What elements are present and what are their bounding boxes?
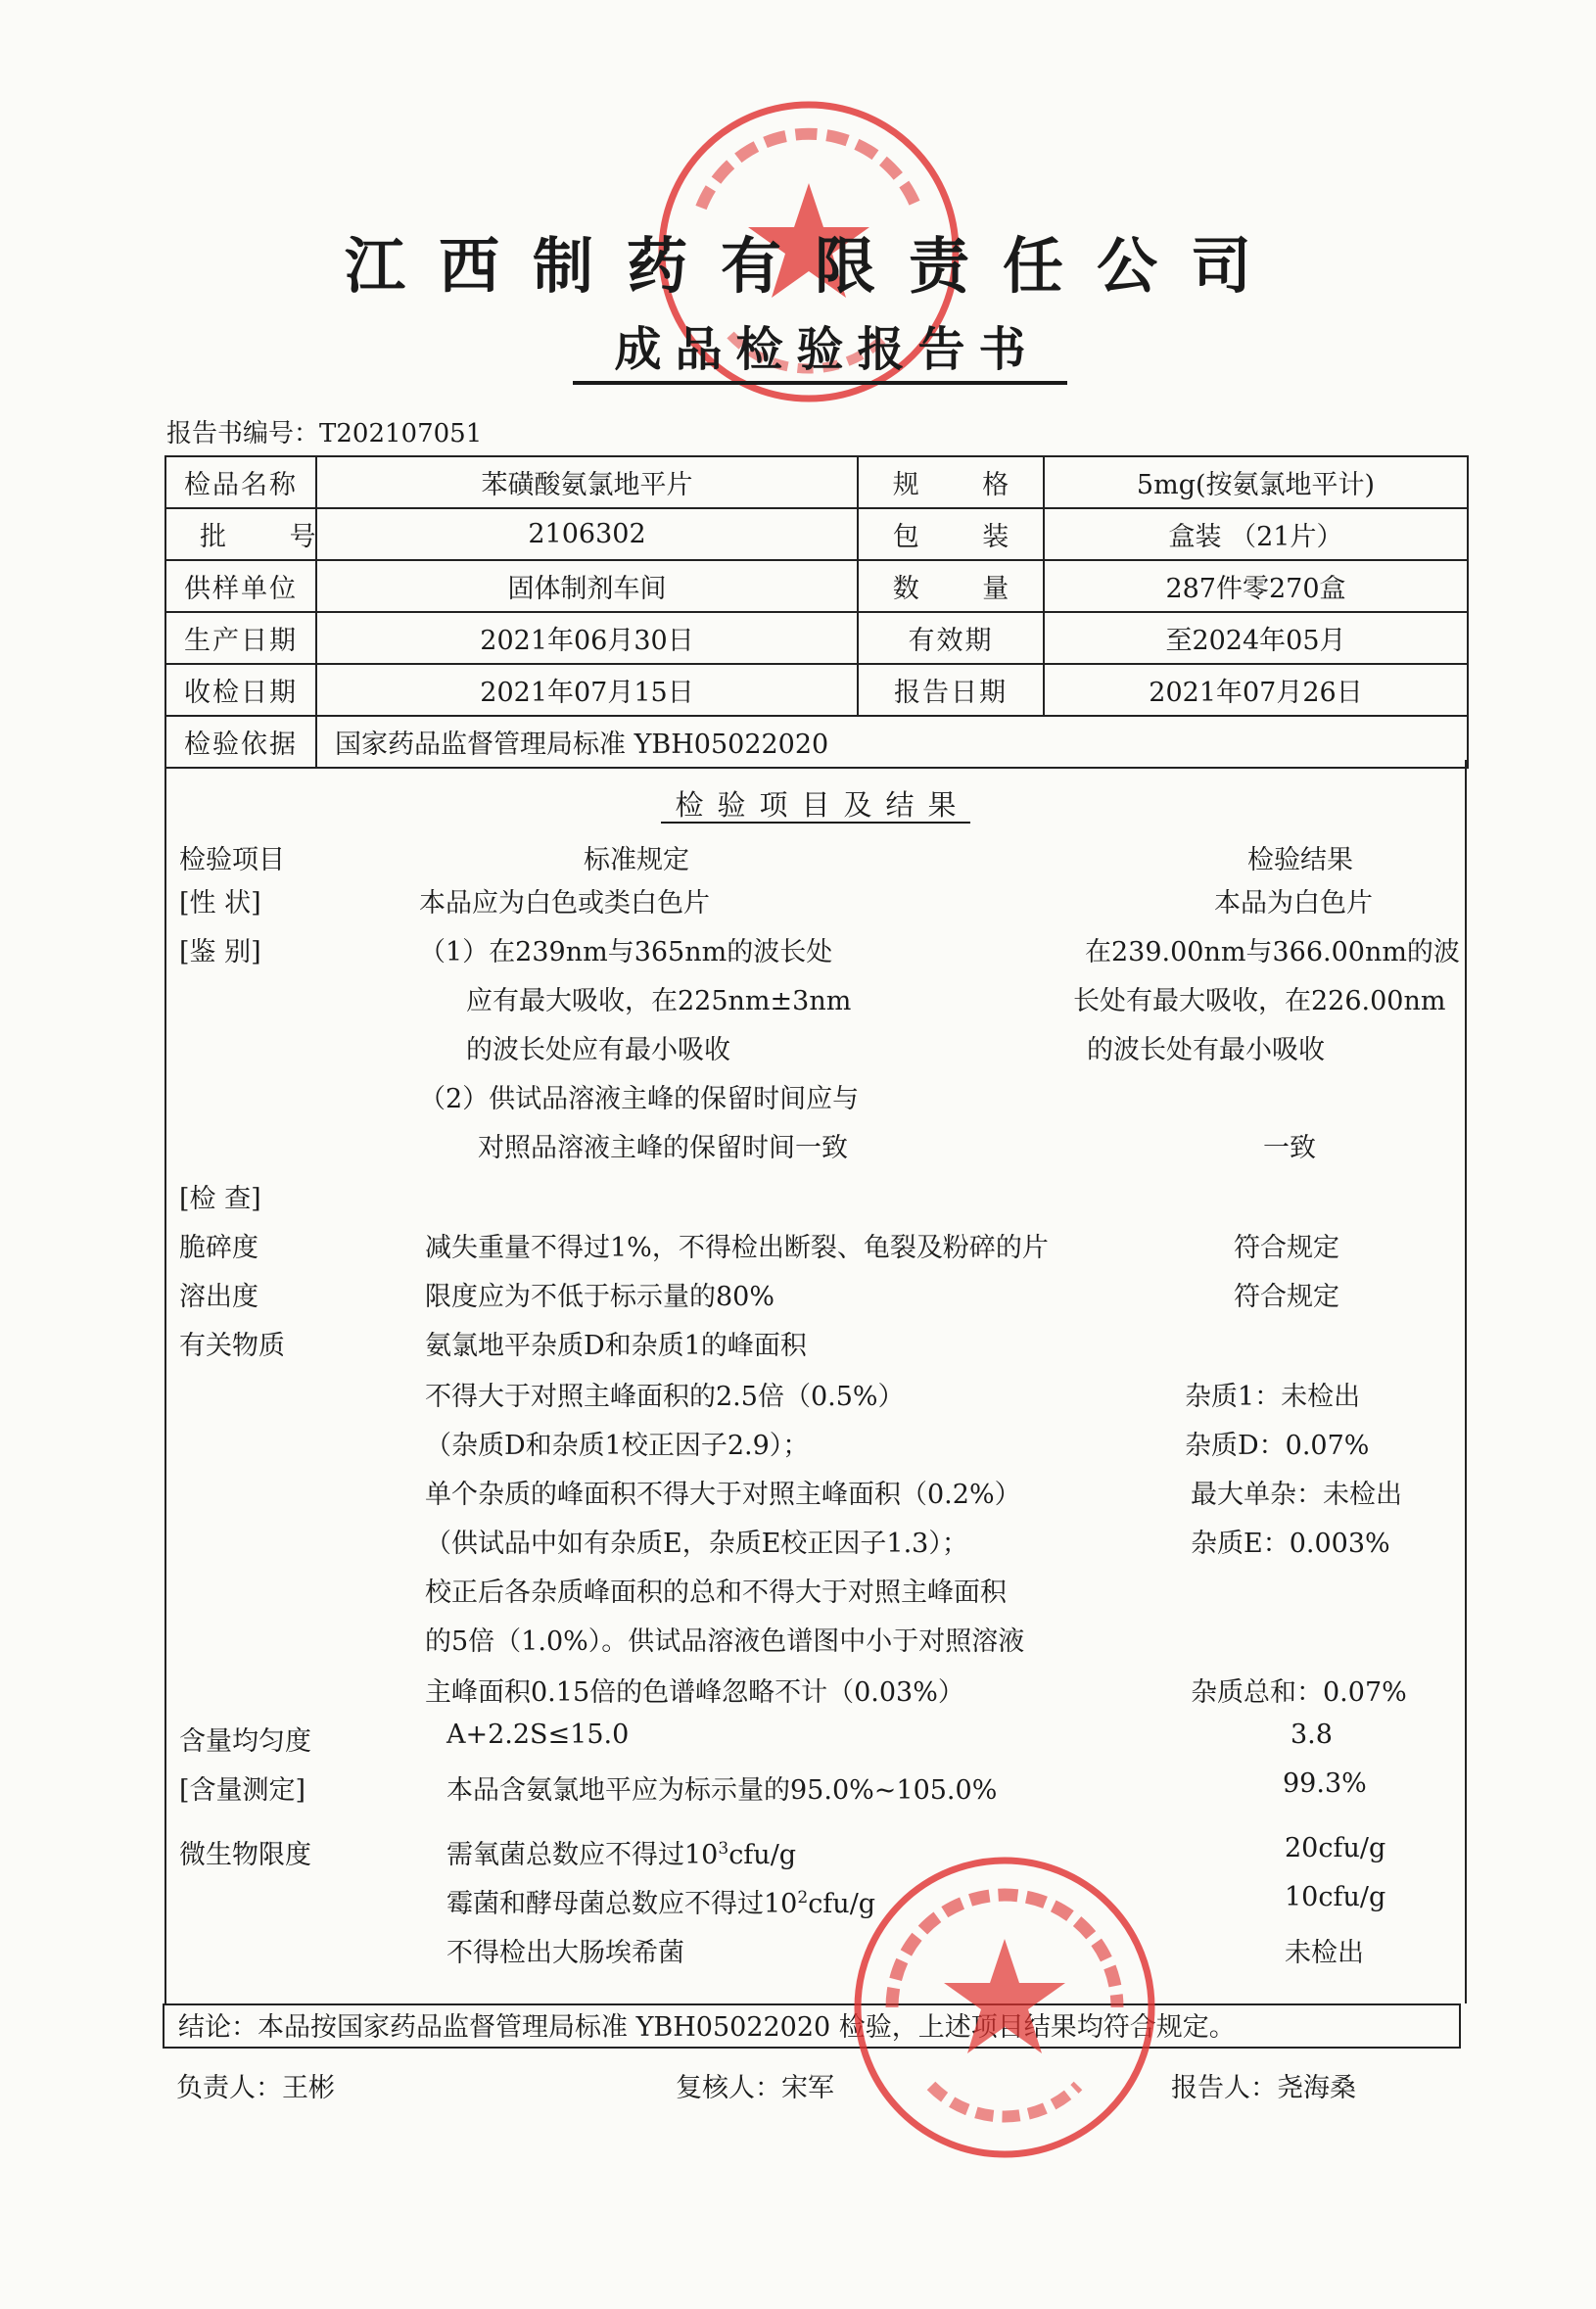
result-standard: 应有最大吸收，在225nm±3nm: [466, 986, 852, 1016]
supplier-label: 供样单位: [165, 560, 316, 612]
receive-date-label: 收检日期: [165, 664, 316, 716]
supplier-value: 固体制剂车间: [316, 560, 858, 612]
info-row: [165, 456, 1468, 508]
signature-reporter: 报告人：尧海桑: [1171, 2073, 1356, 2103]
basis-label: 检验依据: [165, 716, 316, 768]
batch-label: 批 号: [165, 508, 316, 560]
col-item-header: 检验项目: [179, 845, 285, 875]
micro-aerobic-text: 需氧菌总数应不得过10: [446, 1840, 719, 1870]
micro-ecoli-standard: 不得检出大肠埃希菌: [446, 1938, 684, 1968]
report-date-label: 报告日期: [858, 664, 1044, 716]
micro-item: 微生物限度: [179, 1840, 311, 1870]
product-name-label: 检品名称: [165, 456, 316, 508]
result-standard: （2）供试品溶液主峰的保留时间应与: [419, 1084, 860, 1114]
quantity-value: 287件零270盒: [1044, 560, 1468, 612]
info-row: [165, 508, 1468, 560]
result-value: 杂质1：未检出: [1185, 1382, 1361, 1412]
result-standard: 氨氯地平杂质D和杂质1的峰面积: [425, 1331, 807, 1361]
package-value: 盒装 （21片）: [1044, 508, 1468, 560]
result-value: 3.8: [1291, 1720, 1333, 1750]
micro-aerobic-result: 20cfu/g: [1285, 1833, 1386, 1863]
result-value: 杂质总和：0.07%: [1191, 1677, 1407, 1708]
result-value: 99.3%: [1283, 1768, 1367, 1799]
result-value: 在239.00nm与366.00nm的波: [1085, 937, 1460, 967]
result-standard: 的波长处应有最小吸收: [466, 1035, 730, 1065]
quality-seal-bottom: [838, 1841, 1171, 2174]
result-standard: 对照品溶液主峰的保留时间一致: [478, 1133, 848, 1163]
result-value: 杂质D：0.07%: [1185, 1431, 1370, 1461]
quantity-label: 数 量: [858, 560, 1044, 612]
result-standard: 不得大于对照主峰面积的2.5倍（0.5%）: [425, 1382, 905, 1412]
results-heading: [166, 783, 1465, 824]
results-section: [164, 760, 1467, 2003]
product-name-value: 苯磺酸氨氯地平片: [316, 456, 858, 508]
result-item: [鉴 别]: [179, 937, 261, 967]
results-heading-text: 检验项目及结果: [661, 788, 969, 824]
production-date-value: 2021年06月30日: [316, 612, 858, 664]
signature-reviewer: 复核人：宋军: [676, 2073, 834, 2103]
result-value: 最大单杂：未检出: [1191, 1480, 1402, 1510]
signature-responsible: 负责人：王彬: [176, 2073, 335, 2103]
package-label: 包 装: [858, 508, 1044, 560]
result-value: 长处有最大吸收，在226.00nm: [1073, 986, 1446, 1016]
micro-ecoli-result: 未检出: [1285, 1938, 1364, 1968]
result-item: 有关物质: [179, 1331, 285, 1361]
result-item: [性 状]: [179, 888, 261, 919]
col-result-header: 检验结果: [1247, 845, 1353, 875]
result-item: [检 查]: [179, 1184, 261, 1214]
result-standard: 本品含氨氯地平应为标示量的95.0%~105.0%: [446, 1775, 998, 1806]
result-standard: 减失重量不得过1%，不得检出断裂、龟裂及粉碎的片: [425, 1233, 1049, 1263]
micro-mold-text: 霉菌和酵母菌总数应不得过10: [446, 1889, 798, 1919]
result-standard: 的5倍（1.0%）。供试品溶液色谱图中小于对照溶液: [425, 1626, 1025, 1657]
micro-aerobic-exponent: 3: [718, 1839, 729, 1859]
micro-mold-exponent: 2: [797, 1888, 809, 1908]
result-value: 符合规定: [1234, 1282, 1339, 1312]
report-date-value: 2021年07月26日: [1044, 664, 1468, 716]
result-standard: 本品应为白色或类白色片: [419, 888, 710, 919]
product-info-table: [164, 455, 1469, 769]
result-item: [含量测定]: [179, 1775, 306, 1806]
result-value: 符合规定: [1234, 1233, 1339, 1263]
expiry-value: 至2024年05月: [1044, 612, 1468, 664]
result-value: 杂质E：0.003%: [1191, 1529, 1390, 1559]
micro-mold-result: 10cfu/g: [1285, 1882, 1386, 1912]
result-standard: 主峰面积0.15倍的色谱峰忽略不计（0.03%）: [425, 1677, 964, 1708]
result-standard: A+2.2S≤15.0: [446, 1720, 630, 1750]
company-title: 江西制药有限责任公司: [344, 230, 1285, 302]
result-standard: （供试品中如有杂质E，杂质E校正因子1.3）；: [425, 1529, 968, 1559]
result-value: 一致: [1263, 1133, 1316, 1163]
result-standard: （杂质D和杂质1校正因子2.9）；: [425, 1431, 810, 1461]
report-number-value: T202107051: [319, 419, 483, 448]
info-row: [165, 612, 1468, 664]
report-number: [166, 413, 482, 449]
info-row: [165, 560, 1468, 612]
micro-aerobic-standard: [446, 1833, 796, 1871]
micro-aerobic-unit: cfu/g: [728, 1840, 797, 1870]
info-row: [165, 664, 1468, 716]
result-value: 的波长处有最小吸收: [1087, 1035, 1325, 1065]
result-standard: 校正后各杂质峰面积的总和不得大于对照主峰面积: [425, 1578, 1007, 1608]
result-standard: 单个杂质的峰面积不得大于对照主峰面积（0.2%）: [425, 1480, 1021, 1510]
spec-label: 规 格: [858, 456, 1044, 508]
conclusion: 结论：本品按国家药品监督管理局标准 YBH05022020 检验，上述项目结果均符合规定。: [163, 2003, 1461, 2049]
micro-mold-standard: [446, 1882, 875, 1920]
result-item: 含量均匀度: [179, 1726, 311, 1757]
result-item: 脆碎度: [179, 1233, 258, 1263]
report-number-label: 报告书编号：: [166, 419, 320, 448]
receive-date-value: 2021年07月15日: [316, 664, 858, 716]
result-standard: （1）在239nm与365nm的波长处: [419, 937, 833, 967]
basis-value: 国家药品监督管理局标准 YBH05022020: [316, 716, 1468, 768]
batch-value: 2106302: [316, 508, 858, 560]
result-item: 溶出度: [179, 1282, 258, 1312]
result-standard: 限度应为不低于标示量的80%: [425, 1282, 775, 1312]
spec-value: 5mg(按氨氯地平计): [1044, 456, 1468, 508]
expiry-label: 有效期: [858, 612, 1044, 664]
col-standard-header: 标准规定: [584, 845, 689, 875]
report-title: 成品检验报告书: [573, 311, 1067, 385]
result-value: 本品为白色片: [1214, 888, 1373, 919]
micro-mold-unit: cfu/g: [808, 1889, 876, 1919]
production-date-label: 生产日期: [165, 612, 316, 664]
